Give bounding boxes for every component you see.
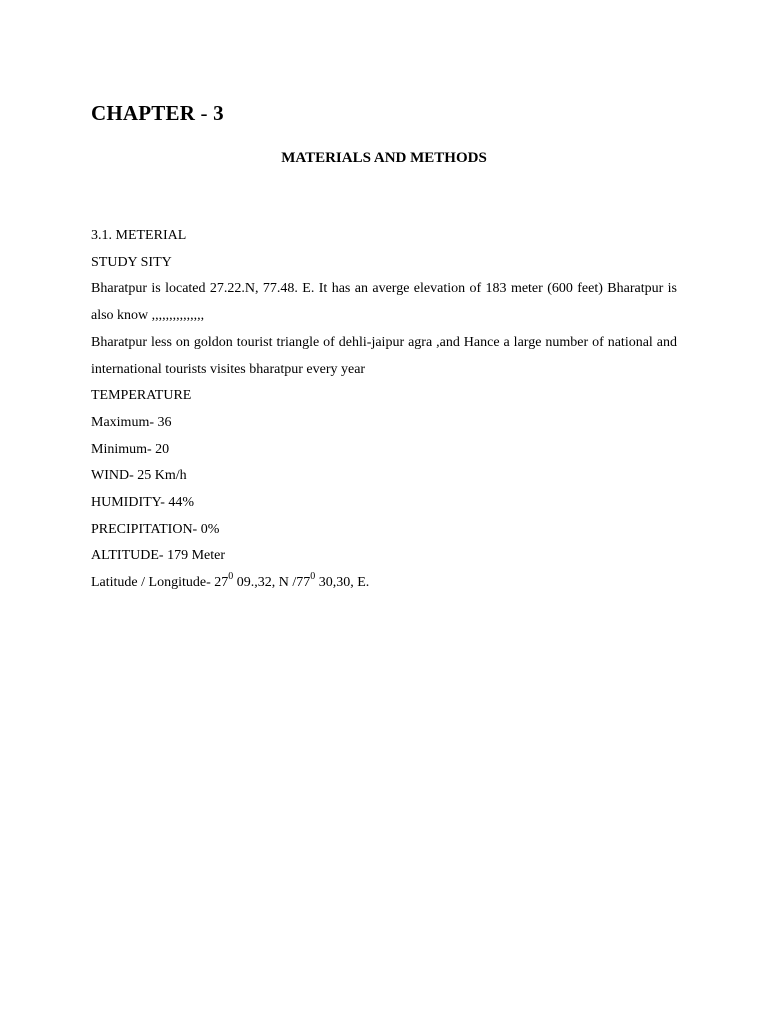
study-site-heading: STUDY SITY <box>91 254 172 270</box>
latlong-suffix: 30,30, E. <box>315 575 370 591</box>
wind-value: WIND- 25 Km/h <box>91 468 187 484</box>
location-paragraph: Bharatpur is located 27.22.N, 77.48. E. It has an averge elevation of 183 meter (600 feet) Bharatpur is also know ,,,,,,,,,,,,,,, <box>91 281 677 324</box>
degree-superscript-1: 0 <box>228 571 234 583</box>
chapter-label: CHAPTER <box>91 101 196 125</box>
latitude-longitude <box>91 570 677 597</box>
altitude-value: ALTITUDE- 179 Meter <box>91 548 226 564</box>
temperature-heading: TEMPERATURE <box>91 388 192 404</box>
chapter-number: 3 <box>213 101 224 125</box>
degree-superscript-2: 0 <box>310 571 316 583</box>
latlong-prefix: Latitude / Longitude- 27 <box>91 575 229 591</box>
chapter-separator: - <box>195 101 214 125</box>
temperature-maximum: Maximum- 36 <box>91 414 172 430</box>
body-text <box>91 223 677 597</box>
humidity-value: HUMIDITY- 44% <box>91 495 195 511</box>
tourism-paragraph: Bharatpur less on goldon tourist triangle of dehli-jaipur agra ,and Hance a large number of national and international tourists visites bharatpur every year <box>91 334 677 377</box>
section-heading: MATERIALS AND METHODS <box>281 150 487 166</box>
chapter-title <box>91 101 224 126</box>
subsection-heading: 3.1. METERIAL <box>91 228 187 243</box>
latlong-middle: 09.,32, N /77 <box>233 575 311 591</box>
temperature-minimum: Minimum- 20 <box>91 441 170 457</box>
precipitation-value: PRECIPITATION- 0% <box>91 521 220 537</box>
